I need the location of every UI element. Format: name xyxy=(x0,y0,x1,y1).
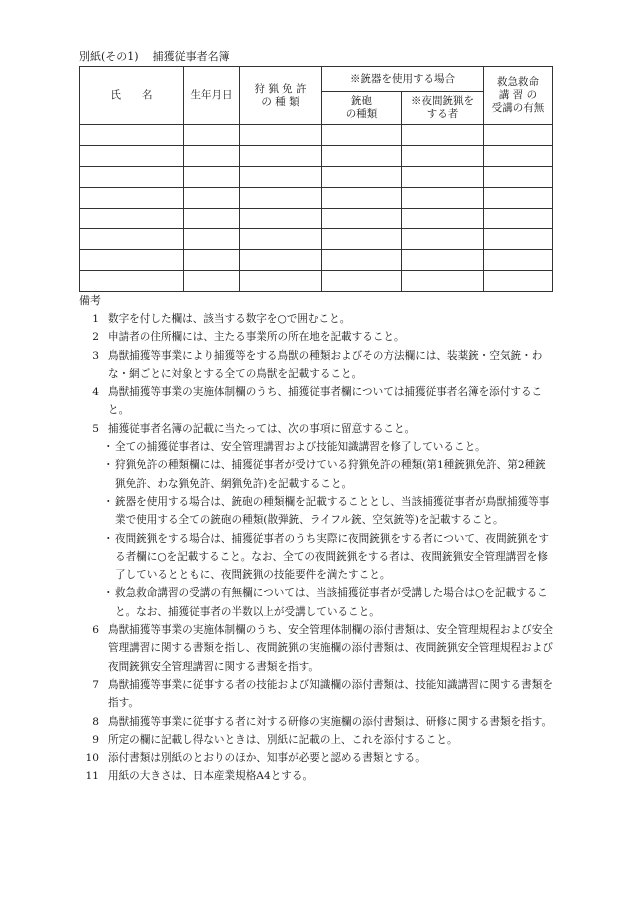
table-cell xyxy=(184,208,240,229)
header-first-aid: 救急救命 講 習 の 受講の有無 xyxy=(484,67,553,125)
table-row xyxy=(80,187,553,208)
table-cell xyxy=(484,187,553,208)
header-gun-type: 銃砲 の種類 xyxy=(322,92,402,125)
form-title xyxy=(79,50,230,64)
remarks-list xyxy=(79,310,555,786)
remark-bullet xyxy=(79,530,555,585)
remark-text: 所定の欄に記載し得ないときは、別紙に記載の上、これを添付すること。 xyxy=(108,733,458,746)
table-cell xyxy=(240,229,322,250)
remark-number: 11 xyxy=(85,770,99,783)
bullet-mark: ・ xyxy=(103,587,114,600)
remark-bullet xyxy=(79,456,555,493)
table-cell xyxy=(322,250,402,271)
table-cell xyxy=(402,271,484,292)
table-cell xyxy=(184,250,240,271)
remark-item xyxy=(79,731,555,749)
table-row xyxy=(80,229,553,250)
form-label: 別紙(その1) xyxy=(79,50,139,63)
table-row xyxy=(80,250,553,271)
table-cell xyxy=(402,229,484,250)
table-cell xyxy=(184,187,240,208)
bullet-mark: ・ xyxy=(103,495,114,508)
table-cell xyxy=(80,229,184,250)
table-row xyxy=(80,208,553,229)
remark-number: 10 xyxy=(85,752,99,765)
roster-table xyxy=(79,66,553,292)
header-name: 氏 名 xyxy=(80,67,184,125)
table-cell xyxy=(240,125,322,146)
remark-number: 5 xyxy=(92,422,99,435)
table-cell xyxy=(80,145,184,166)
remark-item xyxy=(79,420,555,438)
remark-text: 鳥獣捕獲等事業に従事する者の技能および知識欄の添付書類は、技能知識講習に関する書類を指す。 xyxy=(108,678,553,710)
table-row xyxy=(80,125,553,146)
bullet-text: 夜間銃猟をする場合は、捕獲従事者のうち実際に夜間銃猟をする者について、夜間銃猟をする者欄に○を記載すること。なお、全ての夜間銃猟をする者は、夜間銃猟安全管理講習を修了しているとともに、夜間銃猟の技能要件を満たすこと。 xyxy=(115,532,549,582)
table-cell xyxy=(322,125,402,146)
remark-text: 捕獲従事者名簿の記載に当たっては、次の事項に留意すること。 xyxy=(108,422,416,435)
remark-number: 2 xyxy=(92,331,99,344)
table-cell xyxy=(484,125,553,146)
remark-text: 数字を付した欄は、該当する数字を○で囲むこと。 xyxy=(108,313,351,325)
remark-number: 1 xyxy=(92,313,99,325)
table-cell xyxy=(484,166,553,187)
remark-text: 用紙の大きさは、日本産業規格A4とする。 xyxy=(108,770,314,783)
bullet-mark: ・ xyxy=(103,441,114,454)
table-cell xyxy=(240,208,322,229)
bullet-mark: ・ xyxy=(103,459,114,472)
table-row xyxy=(80,145,553,166)
bullet-text: 救急救命講習の受講の有無欄については、当該捕獲従事者が受講した場合は○を記載すること。なお、捕獲従事者の半数以上が受講していること。 xyxy=(115,587,548,618)
remark-number: 8 xyxy=(92,715,99,728)
table-cell xyxy=(484,250,553,271)
table-cell xyxy=(484,145,553,166)
bullet-text: 銃器を使用する場合は、銃砲の種類欄を記載することとし、当該捕獲従事者が鳥獣捕獲等事業で使用する全ての銃砲の種類(散弾銃、ライフル銃、空気銃等)を記載すること。 xyxy=(115,495,550,527)
header-license-type: 狩 猟 免 許 の 種 類 xyxy=(240,67,322,125)
table-cell xyxy=(80,208,184,229)
table-cell xyxy=(240,250,322,271)
table-cell xyxy=(184,271,240,292)
table-cell xyxy=(322,271,402,292)
bullet-text: 全ての捕獲従事者は、安全管理講習および技能知識講習を修了していること。 xyxy=(115,441,486,454)
table-cell xyxy=(184,229,240,250)
remark-text: 添付書類は別紙のとおりのほか、知事が必要と認める書類とする。 xyxy=(108,752,426,765)
remark-item xyxy=(79,383,555,420)
table-cell xyxy=(80,125,184,146)
table-row xyxy=(80,271,553,292)
table-cell xyxy=(240,145,322,166)
header-birthdate: 生年月日 xyxy=(184,67,240,125)
remark-text: 鳥獣捕獲等事業の実施体制欄のうち、安全管理体制欄の添付書類は、安全管理規程および安全管理講習に関する書類を指し、夜間銃猟の実施欄の添付書類は、夜間銃猟安全管理規程および夜間銃猟安全管理講習に関する書類を指す。 xyxy=(108,624,553,673)
remark-number: 4 xyxy=(92,386,99,399)
table-cell xyxy=(80,187,184,208)
remark-number: 9 xyxy=(92,733,99,746)
table-cell xyxy=(402,187,484,208)
remark-item xyxy=(79,749,555,767)
table-cell xyxy=(402,250,484,271)
remark-bullet xyxy=(79,584,555,621)
table-cell xyxy=(240,187,322,208)
remark-item xyxy=(79,310,555,328)
remarks-heading: 備考 xyxy=(79,294,101,307)
remark-text: 鳥獣捕獲等事業の実施体制欄のうち、捕獲従事者欄については捕獲従事者名簿を添付すること。 xyxy=(108,386,543,417)
table-cell xyxy=(484,271,553,292)
table-cell xyxy=(322,229,402,250)
table-cell xyxy=(184,145,240,166)
remark-item xyxy=(79,767,555,785)
table-cell xyxy=(402,145,484,166)
table-cell xyxy=(240,271,322,292)
remark-item xyxy=(79,713,555,731)
table-cell xyxy=(322,187,402,208)
table-cell xyxy=(484,229,553,250)
remark-item xyxy=(79,621,555,676)
remark-item xyxy=(79,347,555,384)
bullet-text: 狩猟免許の種類欄には、捕獲従事者が受けている狩猟免許の種類(第1種銃猟免許、第2種銃猟免許、わな猟免許、網猟免許)を記載すること。 xyxy=(115,459,546,490)
remark-number: 3 xyxy=(92,349,99,362)
table-cell xyxy=(80,166,184,187)
table-cell xyxy=(184,125,240,146)
table-cell xyxy=(322,166,402,187)
bullet-mark: ・ xyxy=(103,532,114,545)
table-cell xyxy=(80,250,184,271)
table-cell xyxy=(184,166,240,187)
roster-title: 捕獲従事者名簿 xyxy=(152,50,230,63)
table-cell xyxy=(240,166,322,187)
remark-item xyxy=(79,328,555,346)
table-cell xyxy=(402,208,484,229)
table-cell xyxy=(402,166,484,187)
remark-text: 鳥獣捕獲等事業により捕獲等をする鳥獣の種類およびその方法欄には、装薬銃・空気銃・わな・網ごとに対象とする全ての鳥獣を記載すること。 xyxy=(108,349,543,380)
table-cell xyxy=(322,145,402,166)
remark-item xyxy=(79,676,555,713)
remark-bullet xyxy=(79,493,555,530)
table-cell xyxy=(402,125,484,146)
table-cell xyxy=(322,208,402,229)
header-gun-group: ※銃器を使用する場合 xyxy=(322,67,484,92)
table-row xyxy=(80,166,553,187)
table-cell xyxy=(80,271,184,292)
remark-bullet xyxy=(79,438,555,456)
remark-text: 申請者の住所欄には、主たる事業所の所在地を記載すること。 xyxy=(108,331,405,344)
remark-text: 鳥獣捕獲等事業に従事する者に対する研修の実施欄の添付書類は、研修に関する書類を指す。 xyxy=(108,715,553,728)
table-cell xyxy=(484,208,553,229)
header-night-hunting: ※夜間銃猟を する者 xyxy=(402,92,484,125)
remark-number: 6 xyxy=(92,624,99,637)
remark-number: 7 xyxy=(92,678,99,691)
